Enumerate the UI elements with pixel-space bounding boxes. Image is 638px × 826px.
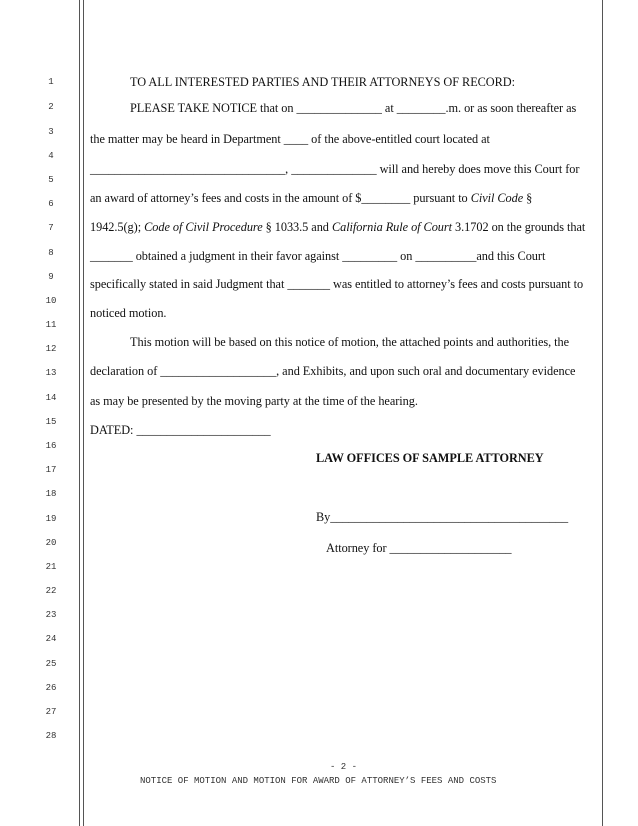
line-number: 20 bbox=[45, 538, 57, 548]
body-line: _______ obtained a judgment in their favor against _________ on __________and this Court bbox=[90, 249, 546, 263]
line-number: 11 bbox=[45, 320, 57, 330]
attorney-for-line: Attorney for ____________________ bbox=[326, 541, 512, 555]
body-line: the matter may be heard in Department ____ of the above-entitled court located at bbox=[90, 132, 490, 146]
salutation: TO ALL INTERESTED PARTIES AND THEIR ATTORNEYS OF RECORD: bbox=[130, 75, 515, 89]
line-number: 22 bbox=[45, 586, 57, 596]
line-number: 26 bbox=[45, 683, 57, 693]
line-number: 18 bbox=[45, 489, 57, 499]
body-line: ________________________________, ______________ will and hereby does move this Court for bbox=[90, 162, 580, 176]
line-number: 6 bbox=[48, 199, 54, 209]
body-line: PLEASE TAKE NOTICE that on ______________ at ________.m. or as soon thereafter as bbox=[130, 101, 577, 115]
line-number: 7 bbox=[48, 223, 54, 233]
body-line: This motion will be based on this notice of motion, the attached points and authorities, the bbox=[130, 335, 570, 349]
line-number: 1 bbox=[48, 77, 54, 87]
line-number: 24 bbox=[45, 634, 57, 644]
body-line: an award of attorney’s fees and costs in the amount of $________ pursuant to Civil Code § bbox=[90, 191, 533, 205]
page-number: - 2 - bbox=[330, 762, 358, 772]
body-line: noticed motion. bbox=[90, 306, 167, 320]
dated-line: DATED: ______________________ bbox=[90, 423, 271, 437]
line-number: 19 bbox=[45, 514, 57, 524]
line-number: 4 bbox=[48, 151, 54, 161]
body-line: specifically stated in said Judgment that _______ was entitled to attorney’s fees and costs pursuant to bbox=[90, 277, 584, 291]
firm-name: LAW OFFICES OF SAMPLE ATTORNEY bbox=[316, 451, 544, 465]
line-number: 2 bbox=[48, 102, 54, 112]
line-number: 12 bbox=[45, 344, 57, 354]
line-number: 15 bbox=[45, 417, 57, 427]
line-number: 21 bbox=[45, 562, 57, 572]
body-line: as may be presented by the moving party at the time of the hearing. bbox=[90, 394, 418, 408]
body-line: 1942.5(g); Code of Civil Procedure § 1033.5 and California Rule of Court 3.1702 on the grounds that bbox=[90, 220, 586, 234]
line-number: 10 bbox=[45, 296, 57, 306]
signature-line: By_______________________________________ bbox=[316, 510, 569, 524]
line-number: 13 bbox=[45, 368, 57, 378]
right-margin-rule bbox=[602, 0, 603, 826]
line-number: 16 bbox=[45, 441, 57, 451]
line-number: 17 bbox=[45, 465, 57, 475]
line-number: 9 bbox=[48, 272, 54, 282]
left-margin-rule-inner bbox=[83, 0, 84, 826]
left-margin-rule-outer bbox=[79, 0, 80, 826]
line-number: 5 bbox=[48, 175, 54, 185]
line-number: 27 bbox=[45, 707, 57, 717]
line-number: 14 bbox=[45, 393, 57, 403]
footer-caption: NOTICE OF MOTION AND MOTION FOR AWARD OF ATTORNEY’S FEES AND COSTS bbox=[140, 776, 497, 786]
line-number: 23 bbox=[45, 610, 57, 620]
line-number: 28 bbox=[45, 731, 57, 741]
line-number: 8 bbox=[48, 248, 54, 258]
line-number: 25 bbox=[45, 659, 57, 669]
line-number: 3 bbox=[48, 127, 54, 137]
body-line: declaration of ___________________, and Exhibits, and upon such oral and documentary evidence bbox=[90, 364, 576, 378]
